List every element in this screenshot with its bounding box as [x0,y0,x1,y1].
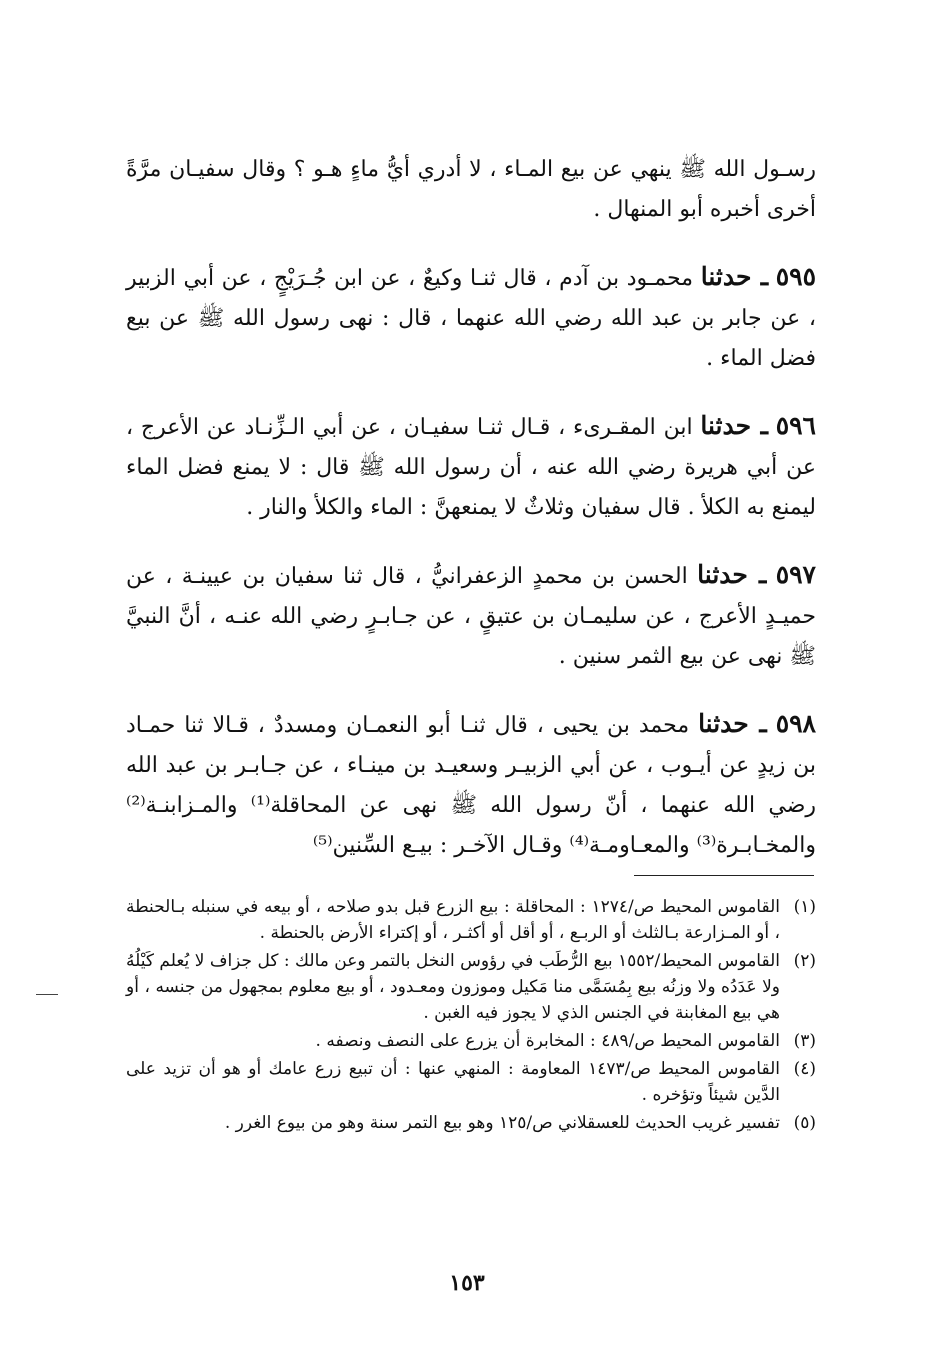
footnote-marker: (٣) [793,1031,816,1051]
paragraph-text: ابن المقـرىء ، قـال ثنـا سفيـان ، عن أبي الـزِّنـاد عن الأعرج ، عن أبي هريرة رضي الله عنه ، أن رسول الله ﷺ قال : لا يمنع فضل الماء ليمنع به الكلأ . قال سفيان وثلاثٌ لا يمنعهنَّ : الماء والكلأ والنار . [126,415,816,520]
hadith-heading: ـ حدثنا [698,709,767,738]
footnote-text: القاموس المحيط ص/١٢٧٤ : المحاقلة : بيع الزرع قبل بدو صلاحه ، أو بيعه في سنبله بـالحنطة ، أو المـزارعة بـالثلث أو الربـع ، أو أقل أو أكثـر ، أو إكتراء الأرض بالحنطة . [126,897,780,943]
hadith-heading: ـ حدثنا [700,262,769,291]
hadith-595 [126,257,816,379]
margin-mark [36,994,58,995]
footnote-marker: (٢) [793,951,816,971]
page-number: ١٥٣ [449,1270,485,1296]
paragraph-text: محمد بن يحيى ، قال ثنـا أبو النعمـان ومسددٌ ، قـالا ثنا حمـاد بن زيدٍ عن أيـوب ، عن أبي الزبيـر وسعيـد بن مينـاء ، عن جـابـر بن عبد الله رضي الله عنهما ، أنّ رسول الله ﷺ نهى عن المحاقلة⁽¹⁾ والمـزابنـة⁽²⁾ والمخـابـرة⁽³⁾ والمعـاومـة⁽⁴⁾ وقـال الآخـر : بيـع السِّنين⁽⁵⁾ [126,713,817,858]
footnote-text: القاموس المحيط ص/١٤٧٣ المعاومة : المنهي عنها : أن تبيع زرع عامك أو هو أن تزيد على الدَّين شيئاً وتؤخره . [126,1059,780,1105]
hadith-596 [126,406,816,528]
hadith-number: ٥٩٦ [775,411,816,440]
footnotes [126,894,816,1138]
footnote-3 [126,1028,816,1054]
footnote-1 [126,894,816,946]
paragraph-text: الحسن بن محمدٍ الزعفرانيُّ ، قال ثنا سفيان بن عيينـة ، عن حميـدٍ الأعرج ، عن سليمـان بن عتيقٍ ، عن جـابـرٍ رضي الله عنـه ، أنَّ النبيَّ ﷺ نهى عن بيع الثمر سنين . [126,564,817,669]
paragraph-text: رسـول الله ﷺ ينهي عن بيع المـاء ، لا أدري أيُّ ماءٍ هـو ؟ وقال سفيـان مرَّةً أخرى أخبره أبو المنهال . [126,157,816,222]
footnote-4 [126,1056,816,1108]
footnote-marker: (١) [793,897,816,917]
hadith-number: ٥٩٥ [775,262,817,291]
hadith-heading: ـ حدثنا [697,560,767,589]
hadith-598 [126,704,816,866]
hadith-number: ٥٩٨ [775,709,816,738]
paragraph-continuation [126,150,816,230]
hadith-number: ٥٩٧ [775,560,816,589]
paragraph-text: محمـود بن آدم ، قال ثنـا وكيعٌ ، عن ابن جُـرَيْجٍ ، عن أبي الزبير ، عن جابر بن عبد الله رضي الله عنهما ، قال : نهى رسول الله ﷺ عن بيع فضل الماء . [126,266,816,371]
footnote-marker: (٥) [793,1113,816,1133]
footnote-text: تفسير غريب الحديث للعسقلاني ص/١٢٥ وهو بيع التمر سنة وهو من بيوع الغرر . [224,1113,780,1133]
footnote-text: القاموس المحيط/١٥٥٢ بيع الرُّطَب في رؤوس النخل بالتمر وعن مالك : كل جزاف لا يُعلم كَيْلُهُ ولا عَدَدُه ولا وزنُه بيع بِمُسَمَّى منا مَكيل وموزون ومعـدود ، أو بيع معلوم بمجهول من جنسه ، أو هي بيع المغابنة في الجنس الذي لا يجوز فيه الغبن . [126,951,780,1023]
footnote-separator [634,875,814,876]
footnote-text: القاموس المحيط ص/٤٨٩ : المخابرة أن يزرع على النصف ونصفه . [315,1031,780,1051]
footnote-5 [126,1110,816,1136]
hadith-heading: ـ حدثنا [700,411,768,440]
main-text [126,150,816,893]
hadith-597 [126,555,816,677]
footnote-marker: (٤) [793,1059,816,1079]
footnote-2 [126,948,816,1026]
